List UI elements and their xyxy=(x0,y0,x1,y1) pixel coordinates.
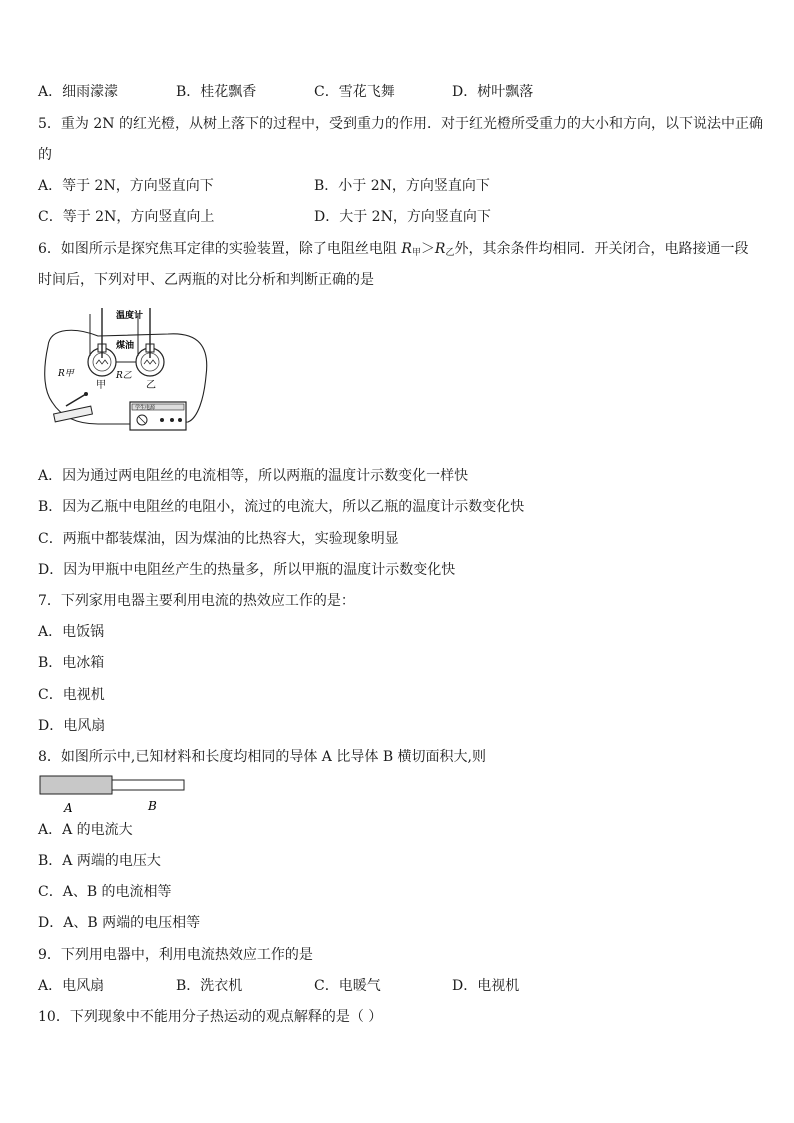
q5-option-b: B．小于 2N，方向竖直向下 xyxy=(314,178,490,194)
q6-r-b-sub: 乙 xyxy=(445,248,455,258)
q4-option-b: B．桂花飘香 xyxy=(176,84,257,100)
r-yi-label: R乙 xyxy=(116,371,132,381)
q8-figure xyxy=(38,774,188,816)
thermometer-label: 温度计 xyxy=(116,311,144,321)
q7-option-c: C．电视机 xyxy=(38,687,105,703)
q8-option-b: B．A 两端的电压大 xyxy=(38,853,161,869)
q6-r-a: R xyxy=(401,241,412,257)
conductor-a-label: A xyxy=(64,801,73,815)
q6-option-d: D．因为甲瓶中电阻丝产生的热量多，所以甲瓶的温度计示数变化快 xyxy=(38,562,456,578)
q4-option-d: D．树叶飘落 xyxy=(452,84,534,100)
q6-stem-line2: 时间后，下列对甲、乙两瓶的对比分析和判断正确的是 xyxy=(38,272,374,288)
q8-option-a: A．A 的电流大 xyxy=(38,822,133,838)
q6-gt: ＞ xyxy=(420,241,435,257)
switch-icon xyxy=(54,392,93,422)
r-jia-label: R甲 xyxy=(58,369,74,379)
q6-r-b: R xyxy=(434,241,446,257)
q5-option-a: A．等于 2N，方向竖直向下 xyxy=(38,178,214,194)
conductor-b xyxy=(112,780,184,790)
q6-stem-line1 xyxy=(38,239,748,263)
conductor-b-label: B xyxy=(148,799,157,813)
q9-option-d: D．电视机 xyxy=(452,978,520,994)
q5-stem-line1: 5．重为 2N 的红光橙，从树上落下的过程中，受到重力的作用．对于红光橙所受重力的大小和方向，以下说法中正确 xyxy=(38,116,763,132)
q9-stem: 9．下列用电器中，利用电流热效应工作的是 xyxy=(38,947,313,963)
q8-option-c: C．A、B 的电流相等 xyxy=(38,884,172,900)
q9-option-c: C．电暖气 xyxy=(314,978,381,994)
q6-r-a-sub: 甲 xyxy=(411,248,421,258)
q6-stem-b: 外，其余条件均相同．开关闭合，电路接通一段 xyxy=(454,241,749,257)
q8-stem: 8．如图所示中,已知材料和长度均相同的导体 A 比导体 B 横切面积大,则 xyxy=(38,749,487,765)
kerosene-label: 煤油 xyxy=(116,341,135,351)
q8-option-d: D．A、B 两端的电压相等 xyxy=(38,915,201,931)
q7-option-d: D．电风扇 xyxy=(38,718,106,734)
q6-figure xyxy=(38,306,218,432)
q7-option-a: A．电饭锅 xyxy=(38,624,105,640)
q4-option-a: A．细雨濛濛 xyxy=(38,84,119,100)
bottle-jia xyxy=(88,308,116,376)
yi-label: 乙 xyxy=(146,380,156,391)
q6-stem-a: 6．如图所示是探究焦耳定律的实验装置，除了电阻丝电阻 xyxy=(38,241,402,257)
jia-label: 甲 xyxy=(96,380,106,391)
q4-option-c: C．雪花飞舞 xyxy=(314,84,395,100)
power-supply-label: 学生电源 xyxy=(135,405,156,411)
q6-option-c: C．两瓶中都装煤油，因为煤油的比热容大，实验现象明显 xyxy=(38,531,399,547)
q10-stem: 10．下列现象中不能用分子热运动的观点解释的是（ ） xyxy=(38,1009,383,1025)
q7-stem: 7．下列家用电器主要利用电流的热效应工作的是： xyxy=(38,593,355,609)
q6-option-b: B．因为乙瓶中电阻丝的电阻小，流过的电流大，所以乙瓶的温度计示数变化快 xyxy=(38,499,525,515)
conductor-a xyxy=(40,776,112,794)
q5-option-d: D．大于 2N，方向竖直向下 xyxy=(314,209,491,225)
q5-stem-line2: 的 xyxy=(38,147,52,163)
q6-option-a: A．因为通过两电阻丝的电流相等，所以两瓶的温度计示数变化一样快 xyxy=(38,468,469,484)
q9-option-b: B．洗衣机 xyxy=(176,978,243,994)
q9-option-a: A．电风扇 xyxy=(38,978,105,994)
q7-option-b: B．电冰箱 xyxy=(38,655,105,671)
q5-option-c: C．等于 2N，方向竖直向上 xyxy=(38,209,215,225)
